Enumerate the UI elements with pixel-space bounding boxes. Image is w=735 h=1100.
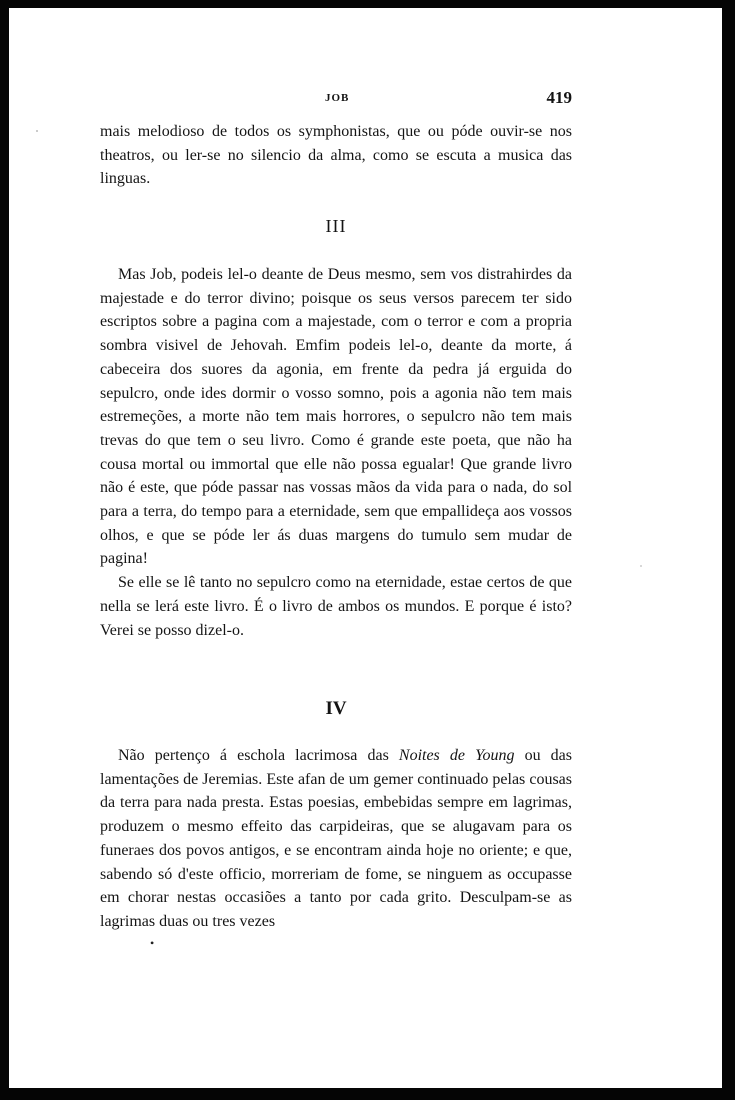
text-line: e com a propria sombra visivel de Jehovah. Emfim podeis lel-o, [100,313,572,355]
opening-paragraph [100,120,572,191]
paragraph [100,744,572,934]
paragraph [100,120,572,191]
text-line: de que nella se lerá este livro. É o livro de ambos os mundos. [100,574,573,615]
text-line: e que se póde ler ás duas margens do tumulo sem mudar de pagina! [100,526,572,568]
scan-border-bottom [0,1088,735,1100]
text-line: em lagrimas, produzem o mesmo effeito das carpideiras, que se [100,794,573,836]
running-head [100,88,572,110]
text-line: deante da morte, á cabeceira dos suores da agonia, em frente da [100,337,573,378]
section-iii-body [100,263,572,642]
scan-border-right [722,0,735,1100]
text-line: fome, se ninguem as occupasse em chorar nestas occasiões a [100,865,572,907]
text-line: Se elle se lê tanto no sepulcro como na eternidade, estae certos [118,574,525,592]
text-line: cousas da terra para nada presta. Estas poesias, embebidas sempre [100,770,572,812]
paragraph [100,571,572,642]
text-line: lamentações de Jeremias. Este afan de um gemer continuado pelas [100,770,526,788]
section-heading-iii: III [325,216,347,236]
text-line: da majestade e do terror divino; poisque os seus versos parecem [100,266,573,307]
text-line: tanto por cada grito. Desculpam-se as lagrimas duas ou tres vezes [100,889,573,930]
scan-border-left [0,0,9,1100]
text-line: nos theatros, ou ler-se no silencio da alma, como se escuta a musica [100,123,573,164]
section-iv-body [100,744,572,934]
scan-speck [640,565,642,567]
signature-mark: • [150,936,155,950]
text-line: ter sido escriptos sobre a pagina com a majestade, com o terror [100,289,572,331]
text-line: do tempo para a eternidade, sem que empallideça aos vossos olhos, [100,503,573,544]
text-line: pois a agonia não tem mais estremeções, a morte não tem mais [100,384,573,426]
paragraph [100,263,572,571]
text-line: horrores, o sepulcro não tem mais trevas do que tem o seu livro. [100,408,573,449]
section-heading-iv: IV [325,698,347,719]
text-line: das linguas. [100,146,573,188]
text-line: pedra já erguida do sepulcro, onde ides dormir o vosso somno, [100,360,573,402]
text-segment: Não pertenço á eschola lacrimosa das [118,747,399,764]
italic-title: Noites de Young [398,747,515,764]
page-number: 419 [546,88,572,107]
text-line: E porque é isto? Verei se posso dizel-o. [100,597,572,639]
text-line: alugavam para os funeraes dos povos antigos, e se encontram ainda [100,818,573,859]
scan-speck [36,130,38,132]
text-line: Mas Job, podeis lel-o deante de Deus mesmo, sem vos distrahirdes [118,266,553,283]
text-line: passar nas vossas mãos da vida para o nada, do sol para a terra, [100,479,573,521]
text-line: mais melodioso de todos os symphonistas, que ou póde ouvir-se [100,123,543,140]
text-line: Como é grande este poeta, que não ha cousa mortal ou immortal [100,431,573,473]
running-title: JOB [325,92,350,104]
text-line: hoje no oriente; e que, sabendo só d'este officio, morreriam de [100,841,572,883]
scan-border-top [0,0,735,8]
text-line: que elle não possa egualar! Que grande livro não é este, que póde [100,455,572,497]
text-segment: ou das [514,747,573,764]
